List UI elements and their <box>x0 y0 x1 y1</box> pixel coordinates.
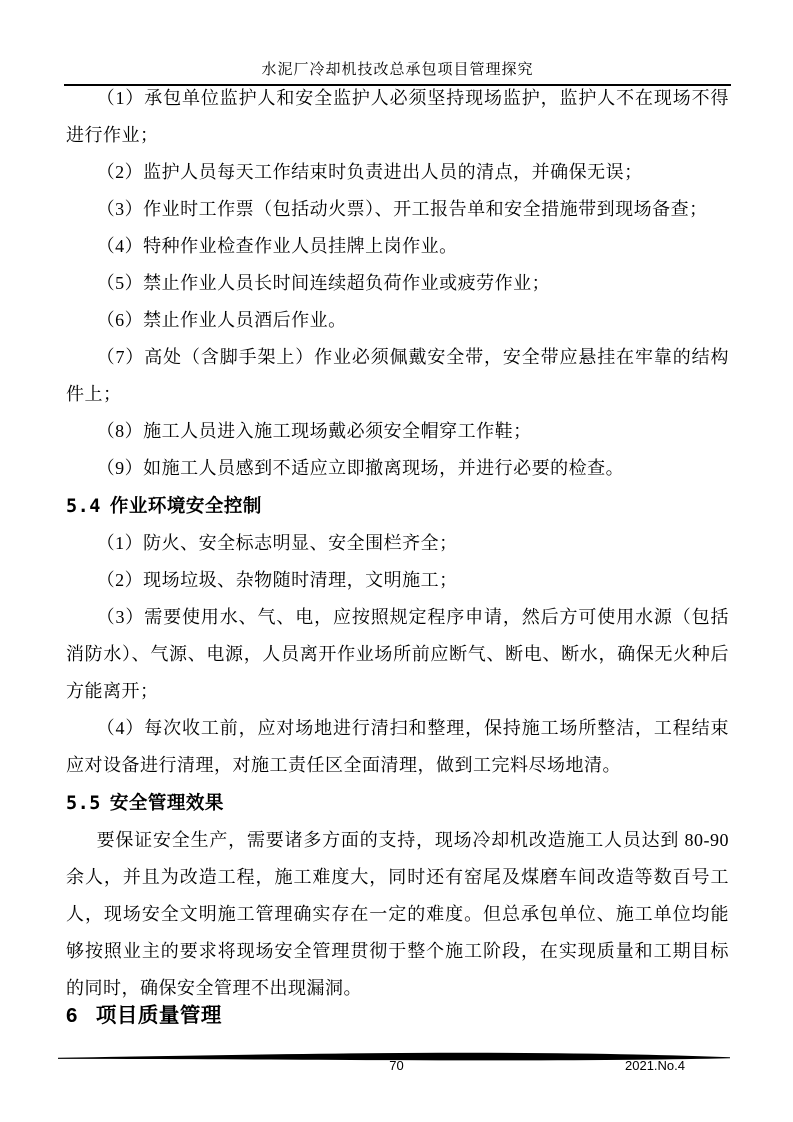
list-item: （3）需要使用水、气、电，应按照规定程序申请，然后方可使用水源（包括消防水）、气源、电源，人员离开作业场所前应断气、断电、断水，确保无火种后方能离开； <box>66 607 729 701</box>
section-title: 安全管理效果 <box>109 792 224 813</box>
chapter-number: 6 <box>66 1004 78 1027</box>
list-item: （2）现场垃圾、杂物随时清理，文明施工； <box>96 570 458 590</box>
list-item: （6）禁止作业人员酒后作业。 <box>96 310 347 330</box>
list-item: （1）防火、安全标志明显、安全围栏齐全； <box>96 533 458 553</box>
footer-page-number: 70 <box>389 1058 404 1073</box>
list-item: （1）承包单位监护人和安全监护人必须坚持现场监护，监护人不在现场不得进行作业； <box>66 88 729 145</box>
footer-issue-label: 2021.No.4 <box>625 1058 685 1073</box>
list-item: （9）如施工人员感到不适应立即撤离现场，并进行必要的检查。 <box>96 458 625 478</box>
running-header-title: 水泥厂冷却机技改总承包项目管理探究 <box>64 58 731 86</box>
list-item: （8）施工人员进入施工现场戴必须安全帽穿工作鞋； <box>96 421 532 441</box>
list-item: （2）监护人员每天工作结束时负责进出人员的清点，并确保无误； <box>96 162 643 182</box>
list-item: （5）禁止作业人员长时间连续超负荷作业或疲劳作业； <box>96 273 551 293</box>
list-item: （3）作业时工作票（包括动火票）、开工报告单和安全措施带到现场备查； <box>96 199 708 219</box>
list-item: （7）高处（含脚手架上）作业必须佩戴安全带，安全带应悬挂在牢靠的结构件上； <box>66 347 729 404</box>
document-body <box>66 80 729 1034</box>
section-number: 5.4 <box>66 496 101 517</box>
chapter-heading-6 <box>66 997 729 1034</box>
section-title: 作业环境安全控制 <box>109 495 262 516</box>
list-item: （4）每次收工前，应对场地进行清扫和整理，保持施工场所整洁，工程结束应对设备进行清理，对施工责任区全面清理，做到工完料尽场地清。 <box>66 718 729 775</box>
list-item: （4）特种作业检查作业人员挂牌上岗作业。 <box>96 236 458 256</box>
section-heading-5-5 <box>66 784 729 822</box>
section-number: 5.5 <box>66 793 101 814</box>
paragraph: 要保证安全生产，需要诸多方面的支持，现场冷却机改造施工人员达到 80-90 余人，并且为改造工程，施工难度大，同时还有窑尾及煤磨车间改造等数百号工人，现场安全文明施工管理确实存在一定的难度。但总承包单位、施工单位均能够按照业主的要求将现场安全管理贯彻于整个施工阶段，在实现质量和工期目标的同时，确保安全管理不出现漏洞。 <box>66 830 729 998</box>
section-heading-5-4 <box>66 487 729 525</box>
chapter-title: 项目质量管理 <box>95 1004 222 1027</box>
